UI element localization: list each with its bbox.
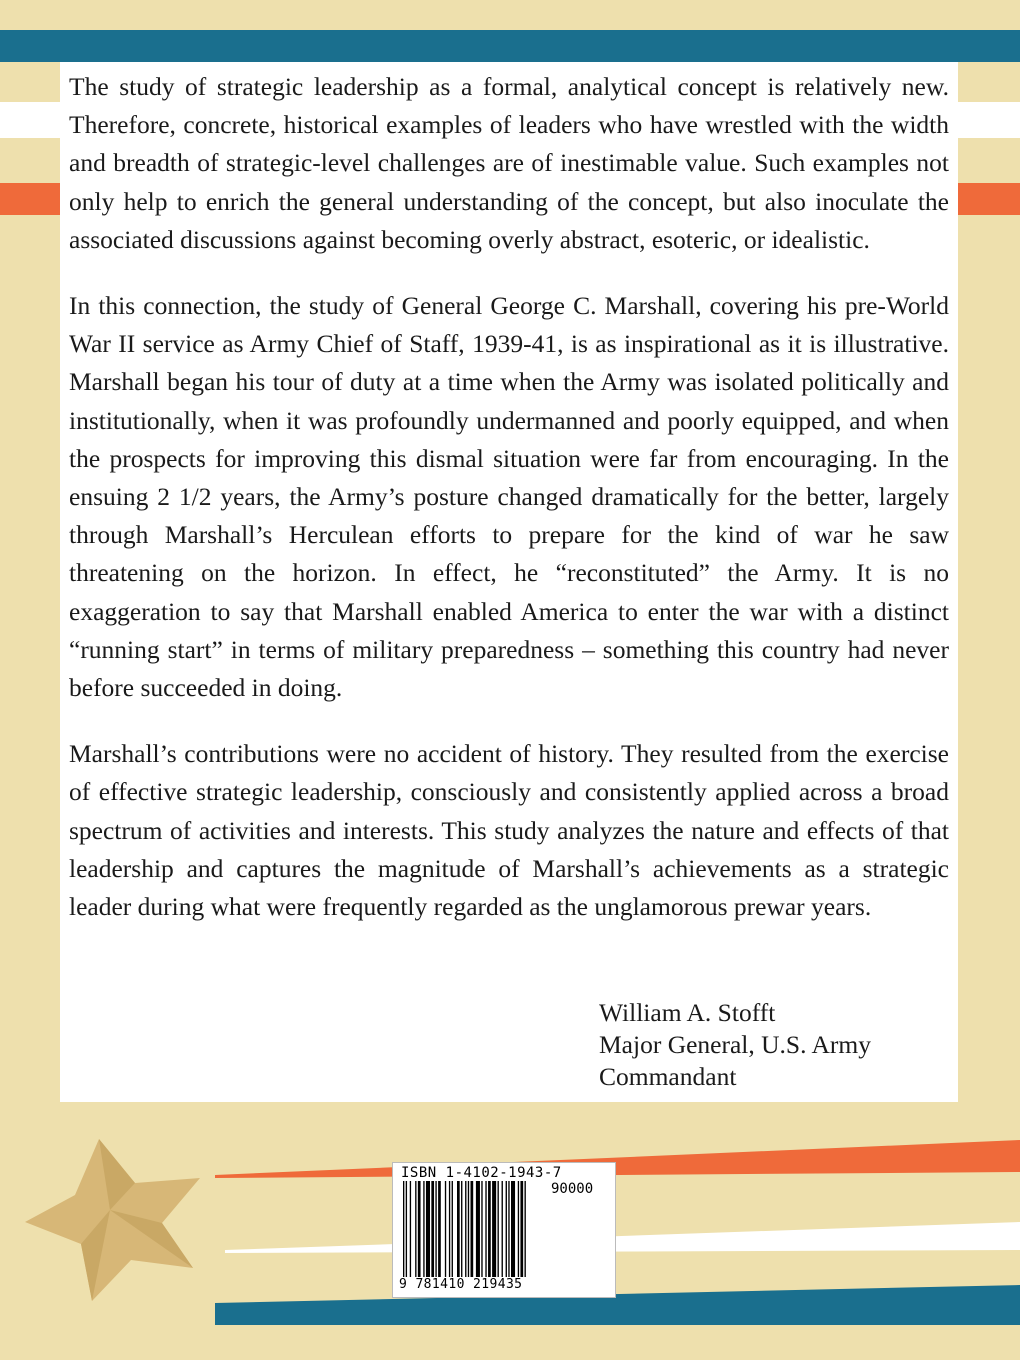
barcode-bar bbox=[431, 1181, 434, 1277]
barcode-bar bbox=[410, 1181, 411, 1277]
barcode-bar bbox=[488, 1181, 491, 1277]
price-code: 90000 bbox=[551, 1181, 594, 1197]
top-blue-stripe bbox=[0, 30, 1020, 62]
barcode-bar bbox=[457, 1181, 460, 1277]
barcode-bar bbox=[498, 1181, 499, 1277]
paragraph-2: In this connection, the study of General George C. Marshall, covering his pre-World War II service as Army Chief of Staff, 1939-41, is as inspirational as it is illustrative. Marshall began his tour of duty at a time when the Army was isolated politically and institutionally, when it was profoundly undermanned and poorly equipped, and when the prospects for improving this dismal situation were far from encouraging. In the ensuing 2 1/2 years, the Army’s posture changed dramatically for the better, largely through Marshall’s Herculean efforts to prepare for the kind of war he saw threatening on the horizon. In effect, he “reconstituted” the Army. It is no exaggeration to say that Marshall enabled America to enter the war with a distinct “running start” in terms of military preparedness – something this country had never before succeeded in doing. bbox=[69, 291, 949, 703]
signature-block bbox=[599, 997, 871, 1093]
barcode-bar bbox=[481, 1181, 482, 1277]
barcode-bar bbox=[415, 1181, 416, 1277]
barcode-bar bbox=[525, 1181, 526, 1277]
barcode-bar bbox=[418, 1181, 421, 1277]
isbn-label: ISBN 1-4102-1943-7 bbox=[401, 1165, 562, 1181]
barcode-bar bbox=[426, 1181, 430, 1277]
barcode-bar bbox=[506, 1181, 507, 1277]
barcode-bars bbox=[401, 1181, 607, 1277]
white-stripe-bottom bbox=[225, 1222, 1020, 1253]
barcode-bar bbox=[452, 1181, 453, 1277]
signature-rank: Major General, U.S. Army bbox=[599, 1030, 871, 1059]
signature-name: William A. Stofft bbox=[599, 998, 776, 1027]
barcode-bar bbox=[406, 1181, 407, 1277]
barcode-bar bbox=[508, 1181, 509, 1277]
barcode-bar bbox=[471, 1181, 474, 1277]
barcode-bar bbox=[461, 1181, 462, 1277]
barcode-bar bbox=[403, 1181, 404, 1277]
barcode-bar bbox=[492, 1181, 496, 1277]
paragraph-1: The study of strategic leadership as a formal, analytical concept is relatively new. Therefore, concrete, historical examples of leaders who have wrestled with the width and breadth of strategic-level challenges are of inestimable value. Such examples not only help to enrich the general understanding of the concept, but also inoculate the associated discussions against becoming overly abstract, esoteric, or idealistic. bbox=[69, 72, 949, 254]
barcode-bar bbox=[476, 1181, 480, 1277]
barcode-bar bbox=[449, 1181, 450, 1277]
barcode-bar bbox=[435, 1181, 436, 1277]
signature-title: Commandant bbox=[599, 1062, 737, 1091]
barcode-bar bbox=[438, 1181, 441, 1277]
ean-digits: 9 781410 219435 bbox=[399, 1277, 523, 1292]
body-text bbox=[69, 68, 949, 954]
blue-stripe-bottom bbox=[215, 1285, 1020, 1325]
barcode-bar bbox=[511, 1181, 515, 1277]
barcode-bar bbox=[518, 1181, 519, 1277]
barcode-bar bbox=[520, 1181, 523, 1277]
barcode-bar bbox=[423, 1181, 424, 1277]
barcode-bar bbox=[502, 1181, 503, 1277]
barcode-bar bbox=[485, 1181, 486, 1277]
barcode-bar bbox=[468, 1181, 469, 1277]
barcode-bar bbox=[445, 1181, 446, 1277]
barcode-bar bbox=[465, 1181, 466, 1277]
paragraph-3: Marshall’s contributions were no accident of history. They resulted from the exercise of effective strategic leadership, consciously and consistently applied across a broad spectrum of activities and interests. This study analyzes the nature and effects of that leadership and captures the magnitude of Marshall’s achievements as a strategic leader during what were frequently regarded as the unglamorous prewar years. bbox=[69, 739, 949, 922]
orange-stripe-bottom bbox=[215, 1140, 1020, 1178]
barcode-label bbox=[392, 1162, 616, 1298]
text-panel bbox=[60, 62, 958, 1102]
